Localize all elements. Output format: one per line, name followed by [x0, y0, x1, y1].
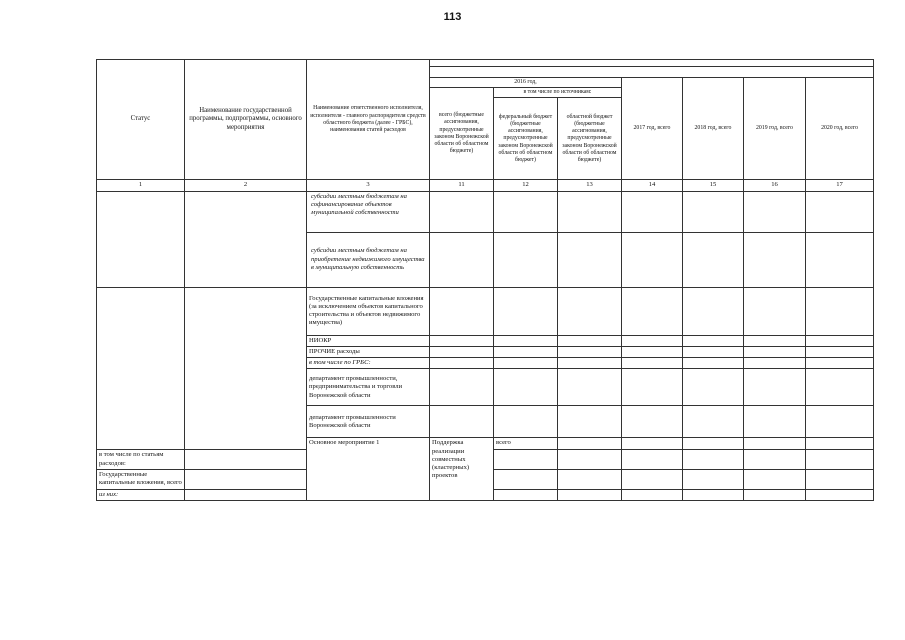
row-label: в том числе по статьям расходов:	[97, 450, 185, 469]
row-label: всего	[494, 438, 558, 450]
row-label: ПРОЧИЕ расходы	[307, 346, 430, 357]
budget-table	[96, 59, 874, 501]
header-top-blank	[430, 60, 874, 67]
row-label: Государственные капитальные вложения, всего	[97, 469, 185, 489]
page-number: 113	[443, 11, 462, 23]
header-2018: 2018 год, всего	[683, 78, 744, 180]
col-index: 16	[744, 180, 806, 191]
row-label: Государственные капитальные вложения (за исключением объектов капитального строительства и объектов недвижимого имущества)	[307, 287, 430, 335]
col-index: 1	[97, 180, 185, 191]
program-cell: Поддержка реализации совместных (кластерных) проектов	[430, 438, 494, 501]
table-row	[97, 287, 874, 335]
row-label: НИОКР	[307, 335, 430, 346]
row-label: департамент промышленности Воронежской области	[307, 406, 430, 438]
col-index: 12	[494, 180, 558, 191]
header-2017: 2017 год, всего	[622, 78, 683, 180]
header-2020: 2020 год, всего	[806, 78, 874, 180]
header-total-2016: всего (бюджетные ассигнования, предусмотренные законом Воронежской области об областном бюджете)	[430, 88, 494, 180]
row-label: департамент промышленности, предпринимательства и торговли Воронежской области	[307, 369, 430, 406]
header-executor: Наименование ответственного исполнителя, исполнителя - главного распорядителя средств областного бюджета (далее - ГРБС), наименования статей расходов	[307, 60, 430, 180]
header-blank-2	[430, 67, 874, 78]
header-status: Статус	[97, 60, 185, 180]
row-label: из них:	[97, 489, 185, 500]
header-incl-sources: в том числе по источникам:	[494, 88, 622, 98]
table-row	[97, 191, 874, 232]
col-index: 17	[806, 180, 874, 191]
col-index: 11	[430, 180, 494, 191]
header-regional: областной бюджет (бюджетные ассигнования, предусмотренные законом Воронежской области об областном бюджете)	[558, 98, 622, 180]
col-index: 2	[185, 180, 307, 191]
row-label: субсидии местным бюджетам на софинансирование объектов муниципальной собственности	[307, 191, 430, 232]
col-index: 3	[307, 180, 430, 191]
header-program: Наименование государственной программы, подпрограммы, основного мероприятия	[185, 60, 307, 180]
status-cell: Основное мероприятие 1	[307, 438, 430, 501]
col-index: 14	[622, 180, 683, 191]
row-label: в том числе по ГРБС:	[307, 358, 430, 369]
col-index: 15	[683, 180, 744, 191]
col-index: 13	[558, 180, 622, 191]
header-year-2016: 2016 год,	[430, 78, 622, 88]
row-label: субсидии местным бюджетам на приобретение недвижимого имущества в муниципальную собственность	[307, 232, 430, 287]
column-index-row	[97, 180, 874, 191]
header-federal: федеральный бюджет (бюджетные ассигнования, предусмотренные законом Воронежской области об областном бюджет)	[494, 98, 558, 180]
header-2019: 2019 год, всего	[744, 78, 806, 180]
